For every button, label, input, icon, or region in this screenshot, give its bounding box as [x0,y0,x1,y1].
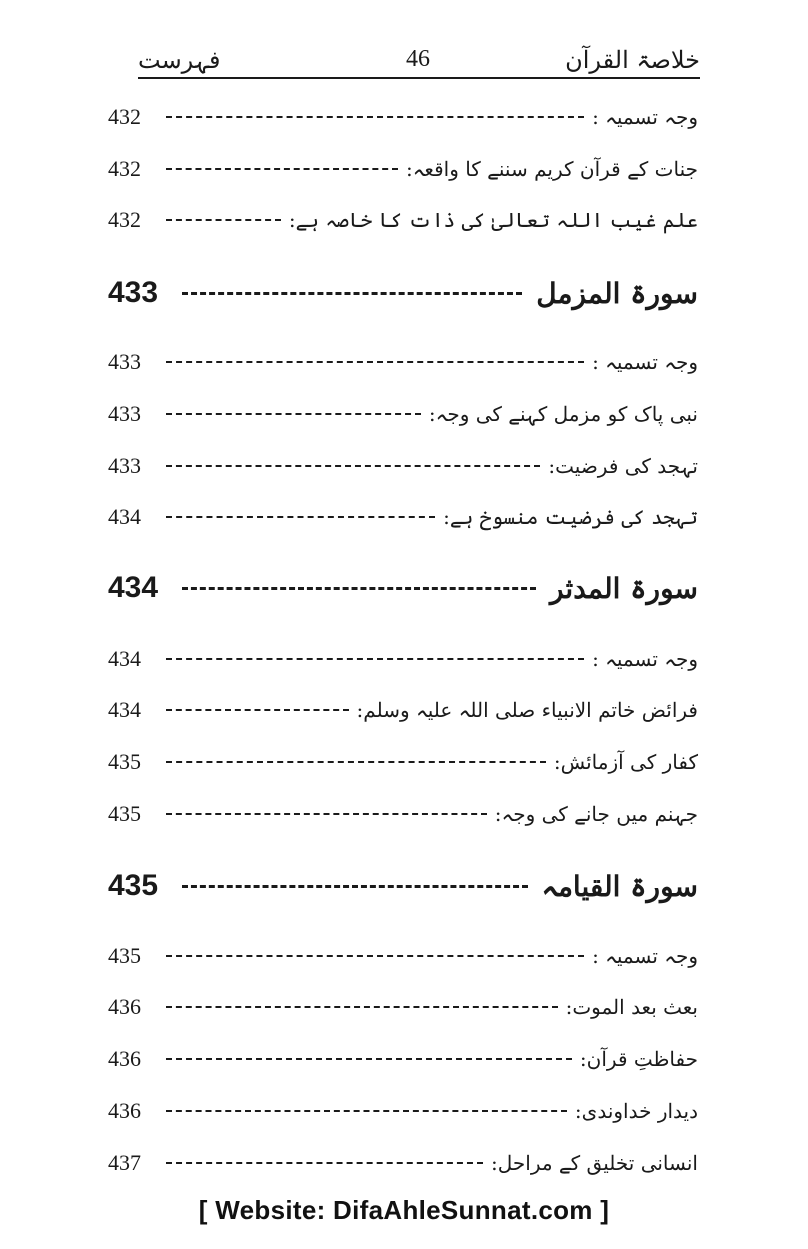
dotted-leader [182,885,528,888]
toc-entry-title: جنات کے قرآن کریم سننے کا واقعہ: [405,157,698,181]
dotted-leader [166,516,435,518]
toc-entry [108,497,698,537]
toc-entry [108,742,698,782]
dotted-leader [166,168,398,170]
dotted-leader [166,813,487,815]
toc-page-number: 434 [108,646,141,671]
dotted-leader [182,292,522,295]
surah-heading [108,273,698,313]
toc-page-number: 436 [108,1098,141,1123]
dotted-leader [166,413,421,415]
toc-page-number: 435 [108,943,141,968]
dotted-leader [166,219,281,221]
dotted-leader [166,465,540,467]
toc-page-number: 434 [108,504,141,529]
toc-entry [108,446,698,486]
surah-heading [108,568,698,608]
dotted-leader [166,955,584,957]
toc-entry-title: وجہ تسمیہ : [592,105,698,129]
dotted-leader [166,361,584,363]
toc-page-number: 432 [108,104,141,129]
dotted-leader [166,1110,567,1112]
toc-page-number: 432 [108,156,141,181]
dotted-leader [166,116,584,118]
toc-page-number: 433 [108,349,141,374]
toc-page-number: 435 [108,801,141,826]
dotted-leader [166,658,584,660]
toc-entry [108,1091,698,1131]
toc-entry [108,97,698,137]
surah-page-number: 433 [108,276,159,309]
toc-page-number: 436 [108,1046,141,1071]
website-footer: [ Website: DifaAhleSunnat.com ] [198,1195,610,1225]
toc-entry-title: انسانی تخلیق کے مراحل: [491,1151,698,1175]
toc-page-number: 436 [108,994,141,1019]
toc-entry [108,394,698,434]
toc-entry-title: کفار کی آزمائش: [553,750,698,774]
toc-entry [108,200,698,240]
section-title: فہرست [138,46,221,74]
page-header [138,42,700,76]
toc-entry [108,149,698,189]
toc-entry [108,1039,698,1079]
surah-title: سورۃ المدثر [549,571,698,605]
toc-entry-title: وجہ تسمیہ : [592,647,698,671]
toc-entry-title: جہنم میں جانے کی وجہ: [494,802,698,826]
dotted-leader [166,1162,483,1164]
page-number: 46 [406,46,430,72]
toc-entry-title: حفاظتِ قرآن: [579,1047,698,1071]
toc-entry-title: دیدار خداوندی: [574,1099,698,1123]
dotted-leader [166,1006,558,1008]
dotted-leader [166,761,546,763]
toc-entry-title: علم غیب اللہ تعالیٰ کی ذات کا خاصہ ہے: [288,208,698,232]
toc-entry [108,794,698,834]
toc-entry-title: وجہ تسمیہ : [592,350,698,374]
toc-entry [108,342,698,382]
dotted-leader [166,709,349,711]
toc-entry-title: تہجد کی فرضیت: [548,454,698,478]
toc-page-number: 432 [108,207,141,232]
toc-entry-title: بعث بعد الموت: [565,995,698,1019]
toc-entry [108,1143,698,1183]
toc-page-number: 433 [108,401,141,426]
toc-entry-title: فرائض خاتم الانبیاء صلی اللہ علیہ وسلم: [356,698,698,722]
surah-title: سورۃ المزمل [536,276,698,310]
dotted-leader [182,587,536,590]
surah-heading [108,866,698,906]
dotted-leader [166,1058,572,1060]
toc-entry [108,936,698,976]
header-rule [138,77,700,79]
toc-entry [108,690,698,730]
toc-entry [108,639,698,679]
toc-page-number: 433 [108,453,141,478]
toc-entry-title: تہجد کی فرضیت منسوخ ہے: [443,505,698,529]
surah-title: سورۃ القیامہ [541,869,698,903]
toc-page-number: 435 [108,749,141,774]
toc-page-number: 437 [108,1150,141,1175]
toc-entry [108,987,698,1027]
book-title: خلاصۃ القرآن [565,46,700,74]
surah-page-number: 435 [108,869,159,902]
surah-page-number: 434 [108,571,159,604]
toc-page-number: 434 [108,697,141,722]
toc-entry-title: وجہ تسمیہ : [592,944,698,968]
toc-entry-title: نبی پاک کو مزمل کہنے کی وجہ: [428,402,698,426]
